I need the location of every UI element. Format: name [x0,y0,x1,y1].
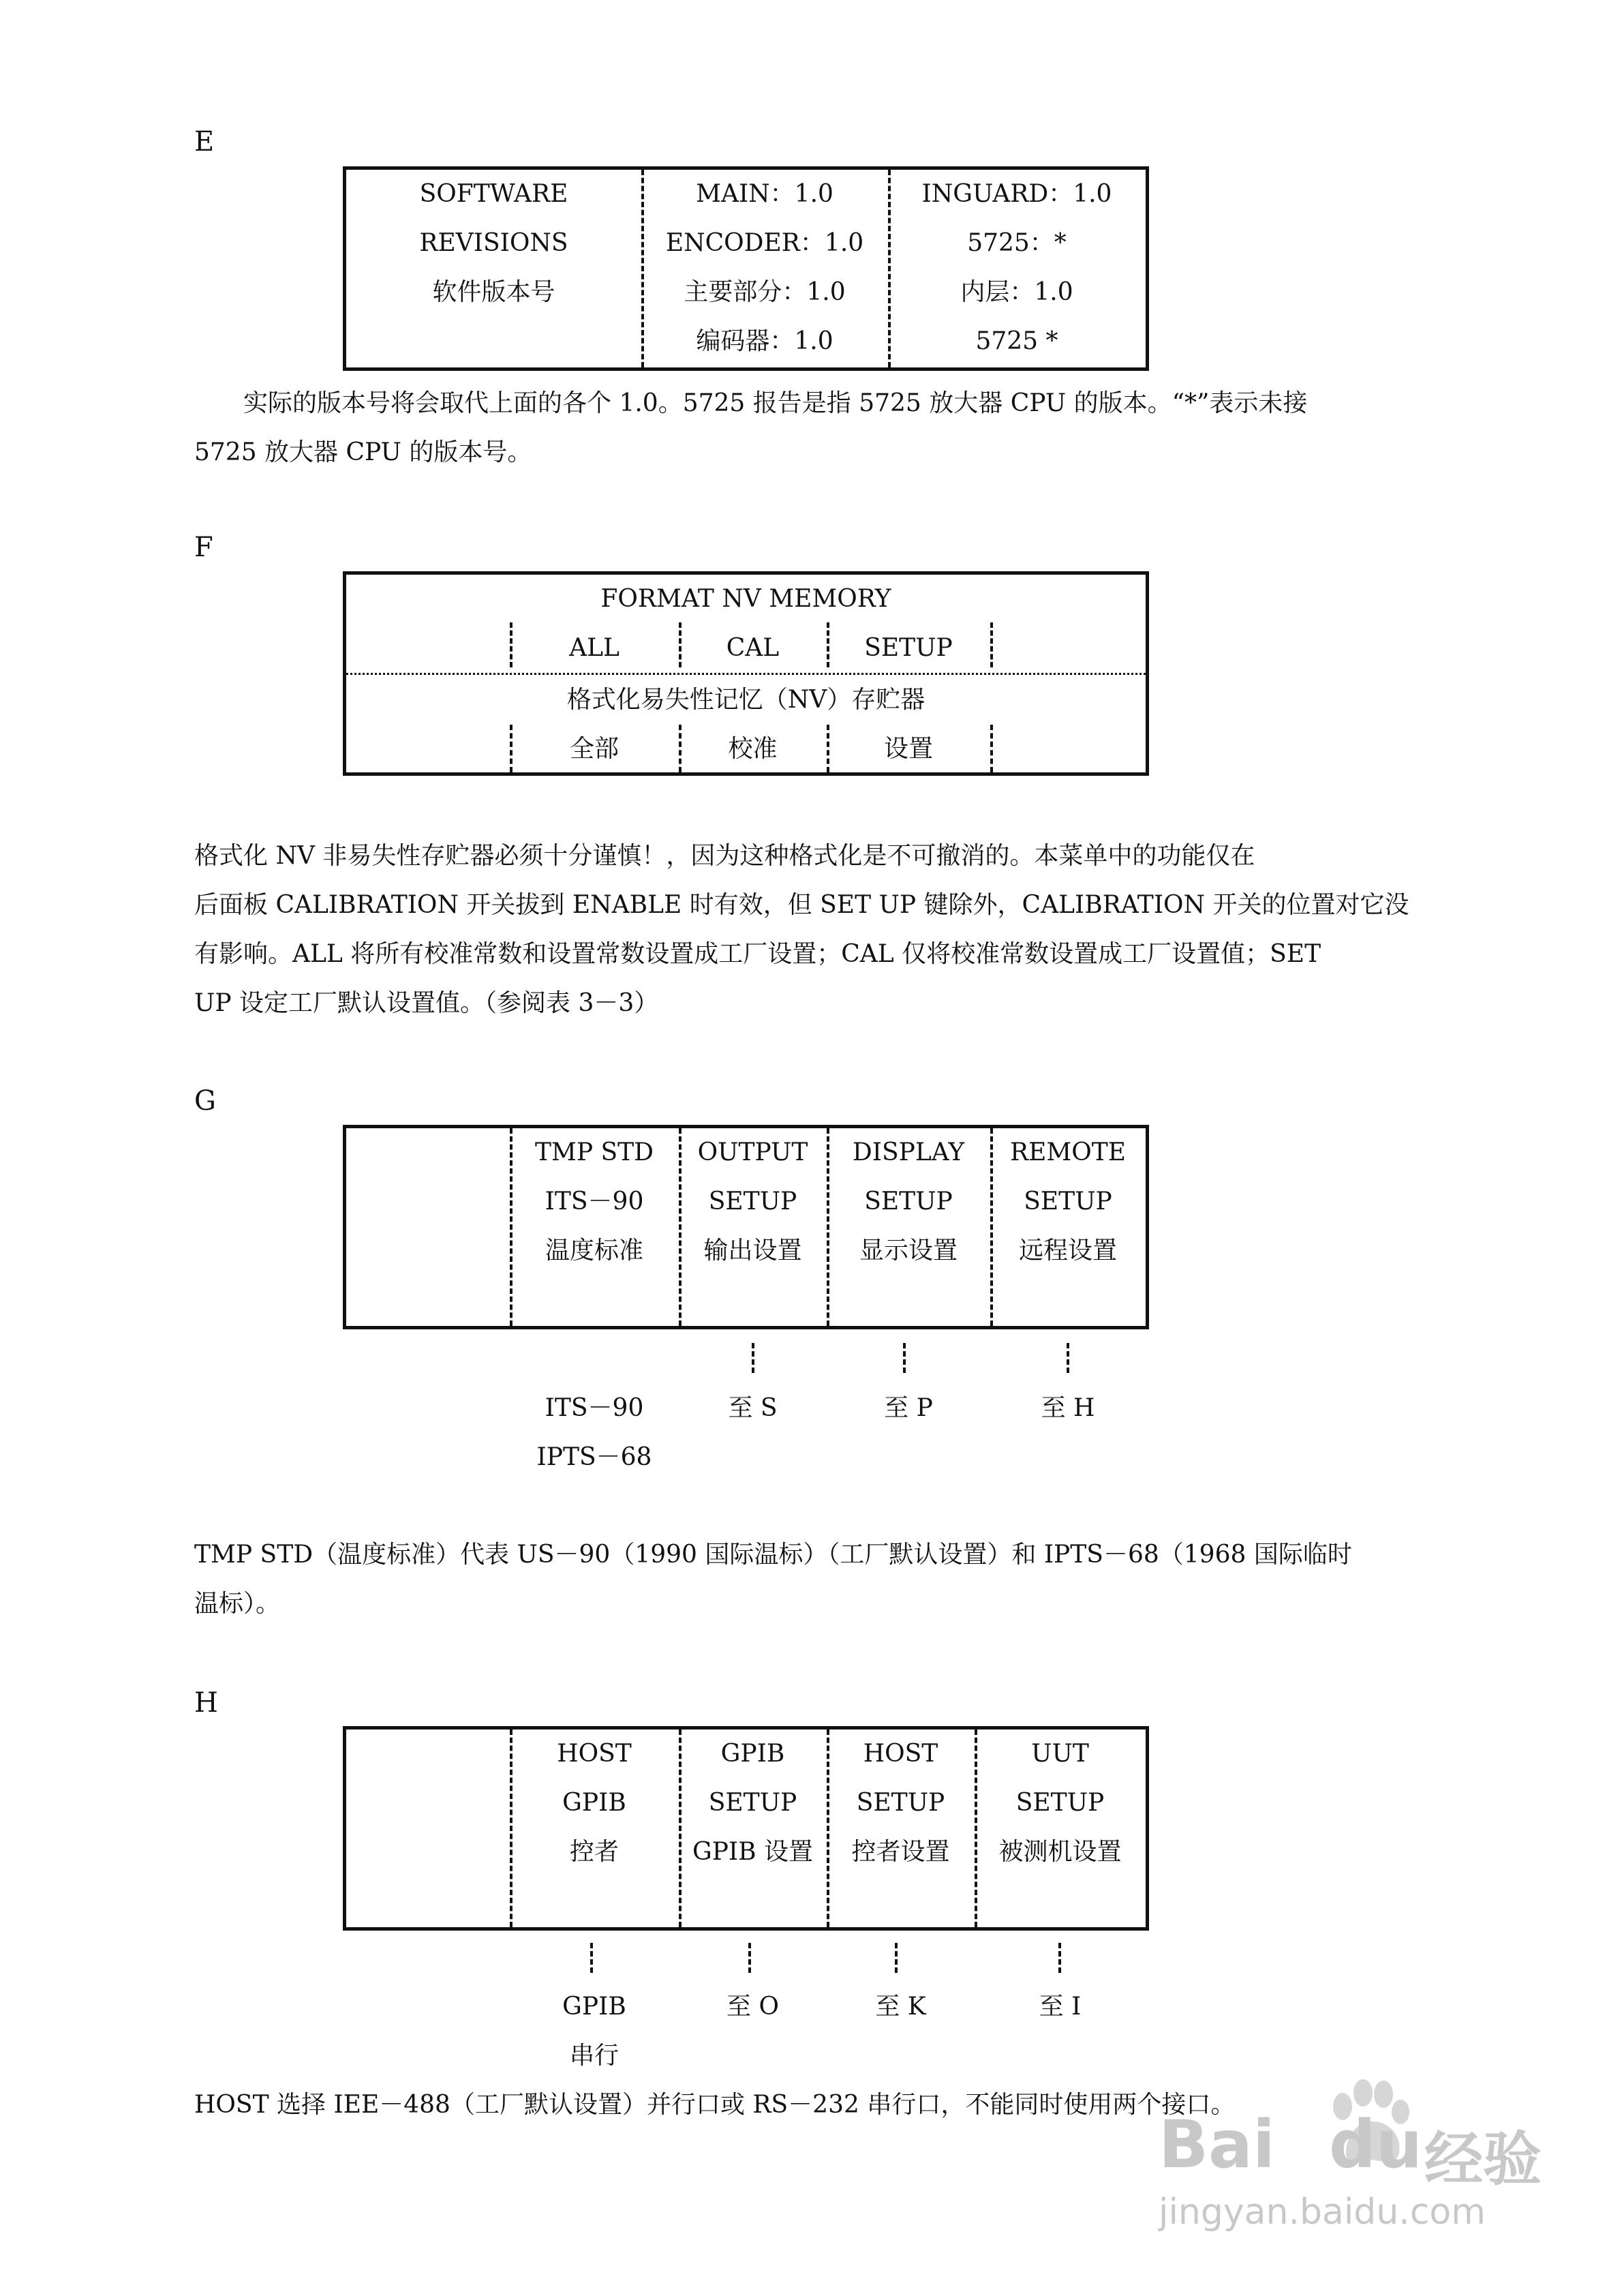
remote-setup-label: SETUP [1024,1188,1112,1215]
goto-h: 至 H [1041,1394,1095,1422]
paragraph-line: 格式化 NV 非易失性存贮器必须十分谨慎！，因为这种格式化是不可撤消的。本菜单中的功能仅在 [194,842,1255,870]
gpib-option: GPIB [562,1993,626,2021]
host-cn: 控者 [569,1838,619,1866]
encoder-version: ENCODER：1.0 [665,229,864,257]
section-letter-f: F [194,532,213,563]
goto-k: 至 K [875,1993,926,2021]
gpib-setup-cn: GPIB 设置 [692,1838,814,1866]
paragraph-line: UP 设定工厂默认设置值。（参阅表 3－3） [194,989,659,1017]
brand-jingyan: 经验 [1424,2126,1542,2194]
section-letter-g: G [194,1085,216,1117]
section-letter-h: H [194,1687,218,1719]
section-letter-e: E [194,126,215,157]
submenu-connector [1058,1943,1061,1973]
software-revisions-cn: 软件版本号 [432,278,555,306]
host-setup-label-2: SETUP [856,1789,945,1817]
panel-separator [346,673,1146,675]
software-label: SOFTWARE [419,180,568,208]
uut-setup-label: SETUP [1015,1789,1105,1817]
serial-option: 串行 [569,2042,619,2070]
inguard-version: INGUARD：1.0 [921,180,1112,208]
software-revisions-panel [343,166,1149,371]
display-setup-cn: 显示设置 [859,1237,958,1265]
its90-label: ITS－90 [545,1188,644,1215]
inguard-version-cn: 内层：1.0 [960,278,1073,306]
main-version: MAIN：1.0 [696,180,833,208]
amp-5725-version-cn: 5725 * [975,327,1058,355]
option-cal: CAL [726,634,780,662]
display-setup-label: SETUP [864,1188,953,1215]
its90-option: ITS－90 [545,1394,644,1422]
paragraph-line: 后面板 CALIBRATION 开关拔到 ENABLE 时有效，但 SET UP 键除外，CALIBRATION 开关的位置对它没 [194,891,1409,919]
encoder-version-cn: 编码器：1.0 [696,327,833,355]
paragraph-g [194,1530,1441,1629]
amp-5725-version: 5725：* [967,229,1067,257]
main-version-cn: 主要部分：1.0 [684,278,846,306]
host-setup-cn: 控者设置 [851,1838,950,1866]
option-divider [990,622,993,667]
submenu-connector [1067,1343,1069,1373]
option-setup-cn: 设置 [883,735,933,763]
gpib-setup-label: SETUP [708,1789,797,1817]
tmp-std-cn: 温度标准 [545,1237,643,1265]
option-divider [990,725,993,772]
paragraph-line: TMP STD（温度标准）代表 US－90（1990 国际温标）（工厂默认设置）和 IPTS－68（1968 国际临时 [194,1541,1352,1569]
host-setup-label: HOST [863,1740,938,1768]
submenu-connector [748,1943,751,1973]
paragraph-line: 温标）。 [194,1590,281,1618]
remote-setup-cn: 远程设置 [1018,1237,1117,1265]
paragraph-line: 有影响。ALL 将所有校准常数和设置常数设置成工厂设置；CAL 仅将校准常数设置成工厂设置值；SET [194,940,1321,968]
paragraph-line: HOST 选择 IEE－488（工厂默认设置）并行口或 RS－232 串行口，不能同时使用两个接口。 [194,2091,1236,2119]
option-cal-cn: 校准 [728,735,778,763]
format-nv-title-cn: 格式化易失性记忆（NV）存贮器 [566,686,925,714]
brand-du: du [1329,2106,1423,2183]
remote-label: REMOTE [1009,1138,1127,1166]
host-setup-panel [343,1726,1149,1931]
tmp-std-label: TMP STD [534,1138,654,1166]
goto-o: 至 O [726,1993,779,2021]
submenu-connector [590,1943,593,1973]
submenu-connector [895,1943,898,1973]
goto-i: 至 I [1039,1993,1082,2021]
paragraph-line: 实际的版本号将会取代上面的各个 1.0。5725 报告是指 5725 放大器 CPU 的版本。“*”表示未接 [243,389,1308,417]
option-setup: SETUP [864,634,953,662]
format-nv-memory-panel [343,571,1149,776]
paragraph-line: 5725 放大器 CPU 的版本号。 [194,438,532,466]
gpib-label: GPIB [720,1740,785,1768]
output-setup-cn: 输出设置 [703,1237,802,1265]
ipts68-option: IPTS－68 [536,1443,652,1471]
output-setup-label: SETUP [708,1188,797,1215]
submenu-connector [903,1343,906,1373]
option-all: ALL [569,634,619,662]
watermark-url: jingyan.baidu.com [1159,2192,1486,2233]
goto-s: 至 S [728,1394,778,1422]
output-label: OUTPUT [697,1138,808,1166]
paragraph-e [194,379,1441,477]
submenu-connector [752,1343,754,1373]
format-nv-title: FORMAT NV MEMORY [600,585,891,613]
display-label: DISPLAY [852,1138,965,1166]
brand-bai: Bai [1159,2106,1275,2183]
host-label: HOST [557,1740,632,1768]
paragraph-f [194,832,1441,1028]
uut-label: UUT [1031,1740,1089,1768]
option-all-cn: 全部 [569,735,619,763]
host-gpib-label: GPIB [562,1789,626,1817]
revisions-label: REVISIONS [419,229,568,257]
uut-setup-cn: 被测机设置 [998,1838,1122,1866]
goto-p: 至 P [884,1394,933,1422]
temperature-setup-panel [343,1125,1149,1329]
